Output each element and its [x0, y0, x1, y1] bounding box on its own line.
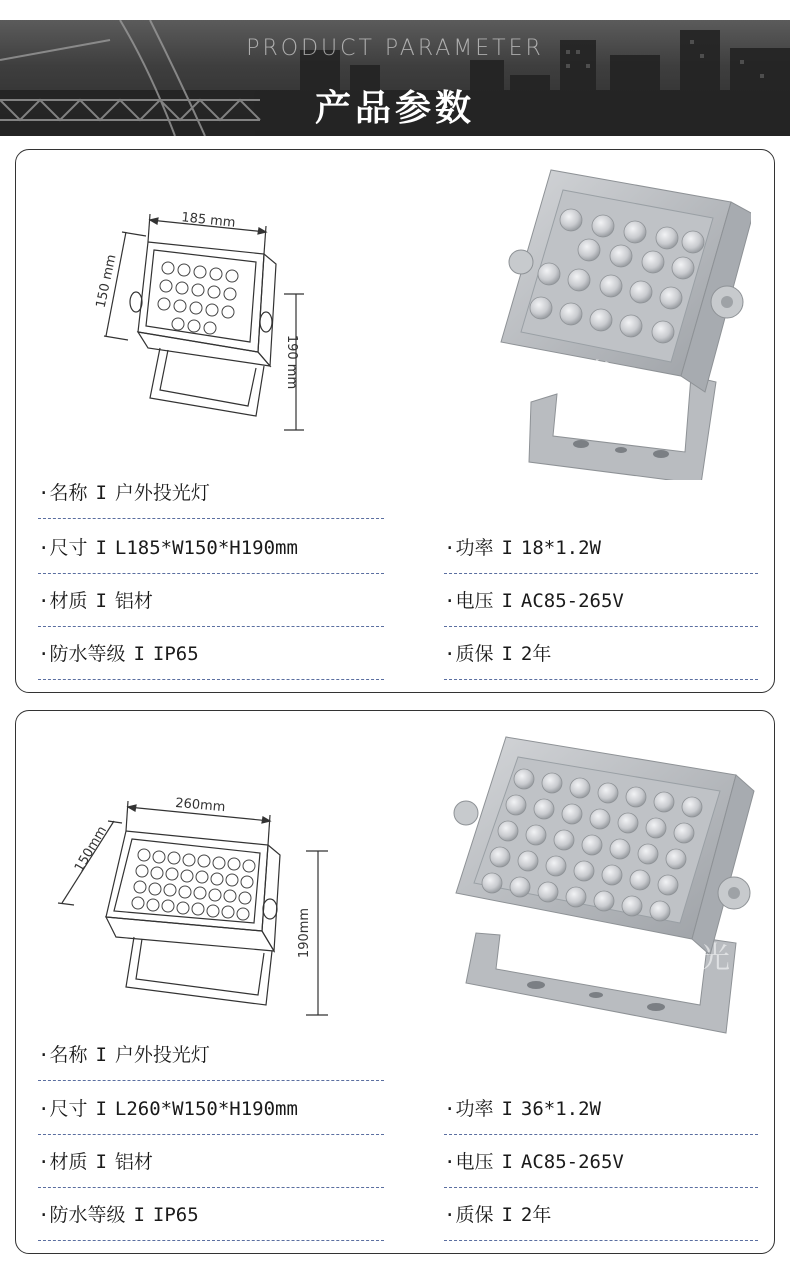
spec-value: L185*W150*H190mm	[114, 537, 298, 559]
spec-label: ·功率	[444, 1098, 494, 1120]
header-banner	[0, 20, 790, 136]
watermark-text-1: 璨华之光	[486, 358, 614, 393]
spec-separator: I	[501, 1204, 513, 1226]
divider-line	[38, 1187, 384, 1188]
spec-separator: I	[95, 1151, 107, 1173]
spec-size	[38, 522, 384, 574]
spec-value: L260*W150*H190mm	[114, 1098, 298, 1120]
spec-name	[38, 467, 384, 519]
spec-value: 2年	[520, 643, 552, 665]
divider-line	[38, 1240, 384, 1241]
spec-separator: I	[95, 590, 107, 612]
divider-line	[38, 1134, 384, 1135]
spec-value: IP65	[152, 1204, 199, 1226]
divider-line	[444, 626, 758, 627]
spec-warranty	[444, 628, 758, 680]
spec-separator: I	[501, 1098, 513, 1120]
divider-line	[38, 518, 384, 519]
diagram-height-label: 190 mm	[284, 334, 299, 390]
spec-label: ·尺寸	[38, 537, 88, 559]
spec-size	[38, 1083, 384, 1135]
header-title-en: PRODUCT PARAMETER	[246, 36, 544, 61]
divider-line	[444, 679, 758, 680]
spec-value: IP65	[152, 643, 199, 665]
diagram-width-label: 260mm	[174, 795, 226, 816]
spec-separator: I	[133, 1204, 145, 1226]
diagram-depth-label: 150mm	[71, 823, 110, 875]
spec-warranty	[444, 1189, 758, 1241]
divider-line	[444, 573, 758, 574]
watermark-text-2: 璨华之光	[604, 941, 732, 976]
spec-separator: I	[95, 537, 107, 559]
header-title-cn: 产品参数	[314, 88, 475, 129]
product-card-1	[15, 149, 775, 693]
spec-label: ·材质	[38, 590, 88, 612]
spec-value: 36*1.2W	[520, 1098, 601, 1120]
spec-value: AC85-265V	[520, 590, 624, 612]
spec-value: 铝材	[114, 1151, 153, 1173]
spec-separator: I	[501, 1151, 513, 1173]
spec-label: ·材质	[38, 1151, 88, 1173]
divider-line	[38, 1080, 384, 1081]
spec-value: 户外投光灯	[114, 1044, 210, 1066]
spec-label: ·功率	[444, 537, 494, 559]
product-photo-2	[436, 733, 766, 1053]
spec-separator: I	[95, 1044, 107, 1066]
diagram-width-label: 185 mm	[180, 210, 237, 231]
spec-voltage	[444, 575, 758, 627]
spec-waterproof	[38, 628, 384, 680]
spec-power	[444, 1083, 758, 1135]
spec-value: 2年	[520, 1204, 552, 1226]
spec-name	[38, 1029, 384, 1081]
divider-line	[38, 679, 384, 680]
product-photo-1	[491, 162, 751, 480]
spec-value: 户外投光灯	[114, 482, 210, 504]
product-card-2	[15, 710, 775, 1254]
spec-separator: I	[501, 643, 513, 665]
spec-label: ·名称	[38, 482, 88, 504]
spec-separator: I	[95, 1098, 107, 1120]
dimension-diagram-2	[56, 791, 346, 1031]
divider-line	[38, 573, 384, 574]
spec-label: ·质保	[444, 1204, 494, 1226]
spec-separator: I	[95, 482, 107, 504]
spec-label: ·防水等级	[38, 1204, 126, 1226]
dimension-diagram-1	[88, 202, 328, 442]
divider-line	[444, 1240, 758, 1241]
divider-line	[444, 1134, 758, 1135]
spec-material	[38, 1136, 384, 1188]
spec-separator: I	[501, 590, 513, 612]
spec-label: ·尺寸	[38, 1098, 88, 1120]
divider-line	[38, 626, 384, 627]
spec-label: ·防水等级	[38, 643, 126, 665]
spec-label: ·名称	[38, 1044, 88, 1066]
spec-label: ·电压	[444, 1151, 494, 1173]
spec-power	[444, 522, 758, 574]
spec-value: 铝材	[114, 590, 153, 612]
spec-waterproof	[38, 1189, 384, 1241]
spec-label: ·质保	[444, 643, 494, 665]
spec-separator: I	[133, 643, 145, 665]
divider-line	[444, 1187, 758, 1188]
spec-separator: I	[501, 537, 513, 559]
spec-value: AC85-265V	[520, 1151, 624, 1173]
diagram-height-label: 190mm	[297, 907, 312, 959]
diagram-depth-label: 150 mm	[93, 253, 120, 310]
spec-label: ·电压	[444, 590, 494, 612]
spec-voltage	[444, 1136, 758, 1188]
spec-value: 18*1.2W	[520, 537, 601, 559]
spec-material	[38, 575, 384, 627]
